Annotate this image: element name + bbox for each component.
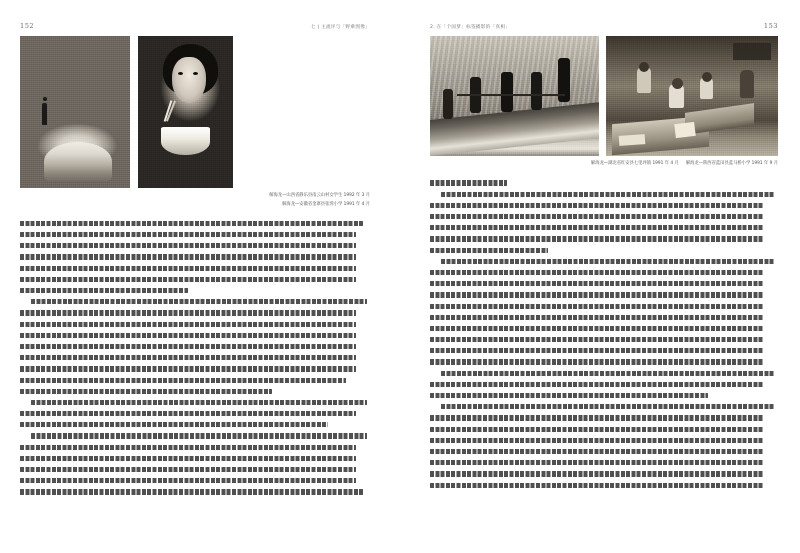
text-line [20,355,356,360]
child-silhouette [443,89,453,119]
text-line [20,266,356,271]
face-shape [172,57,206,103]
text-line [441,371,775,376]
text-line [430,326,764,331]
text-line [430,203,764,208]
bowl-shape [161,127,210,154]
figure-head [43,97,47,101]
text-line [430,348,764,353]
joined-arms [457,94,565,96]
chapter-title-left: 七 | 主流评与「野乘图像」 [310,25,370,30]
text-line [430,214,764,219]
text-line [20,411,356,416]
text-line [430,304,764,309]
text-line [430,281,764,286]
text-line [430,438,764,443]
left-caption-2: 解海龙—安徽省金寨县张湾小学 1991 年 4 月 [282,202,370,208]
text-line [20,456,356,461]
text-line [20,221,363,226]
well-rim [44,142,112,182]
text-line [31,400,367,405]
paragraph [430,404,778,488]
pupil-head [672,78,683,89]
text-line [20,489,363,494]
page-number-right: 153 [763,22,778,30]
right-running-head [430,0,778,36]
page-number-left: 152 [20,22,35,30]
text-line [20,254,356,259]
photo-classroom [606,36,778,156]
text-line [441,259,775,264]
text-line [430,382,764,387]
chapter-title-right: 2. 在「个国梦」标签播影的「真相」 [430,25,511,30]
left-body-text [20,221,370,495]
text-line [31,433,367,438]
text-line [430,315,764,320]
text-line [430,337,764,342]
text-line [430,393,708,398]
paragraph [20,221,370,260]
paragraph [20,433,370,494]
text-line [20,366,356,371]
text-line [20,243,356,248]
text-line [430,415,764,420]
text-line [20,344,356,349]
photo-children-crossing-river [430,36,599,156]
text-line [20,232,356,237]
text-line [20,445,356,450]
right-body-text [430,180,778,487]
text-line [430,180,507,185]
text-line [31,299,367,304]
text-line [20,277,356,282]
text-line [441,192,775,197]
text-line [430,427,764,432]
wall-sign [733,43,771,60]
paragraph [430,259,778,365]
pupil [740,70,754,98]
text-line [430,236,764,241]
text-line [20,288,188,293]
text-line [20,389,272,394]
paragraph [20,299,370,394]
right-page [400,0,800,553]
photo-well-village [20,36,130,188]
book [674,122,696,138]
left-figure-row [20,36,370,188]
text-line [430,460,764,465]
left-running-head [20,0,370,36]
text-line [430,483,764,488]
text-line [441,404,775,409]
text-line [20,310,356,315]
text-line [430,292,764,297]
text-line [20,478,356,483]
text-line [20,378,346,383]
child-silhouette [501,72,513,112]
text-line [20,322,356,327]
right-caption-2: 解海龙—陕西省蓝田县蓝马桥小学 1991 年 9 月 [685,161,778,166]
text-line [430,471,764,476]
text-line [20,333,356,338]
figure-silhouette [42,103,47,125]
child-silhouette [531,72,542,110]
photo-girl-with-bowl [138,36,233,188]
paragraph [20,400,370,428]
right-caption-1: 解海龙—湖北省红安县七里坪镇 1991 年 4 月 [590,161,679,166]
left-caption-1: 解海龙—山西省静乐县南云山村女学生 1992 年 3 月 [269,193,370,198]
text-line [20,422,328,427]
right-figure-row [430,36,778,156]
paragraph [20,266,370,294]
paragraph [430,371,778,399]
text-line [430,225,764,230]
book [619,134,646,146]
text-line [430,449,764,454]
right-caption-row [430,161,778,167]
text-line [430,248,548,253]
paragraph [430,192,778,253]
paragraph [430,180,778,185]
text-line [430,359,764,364]
text-line [20,467,356,472]
text-line [430,270,764,275]
